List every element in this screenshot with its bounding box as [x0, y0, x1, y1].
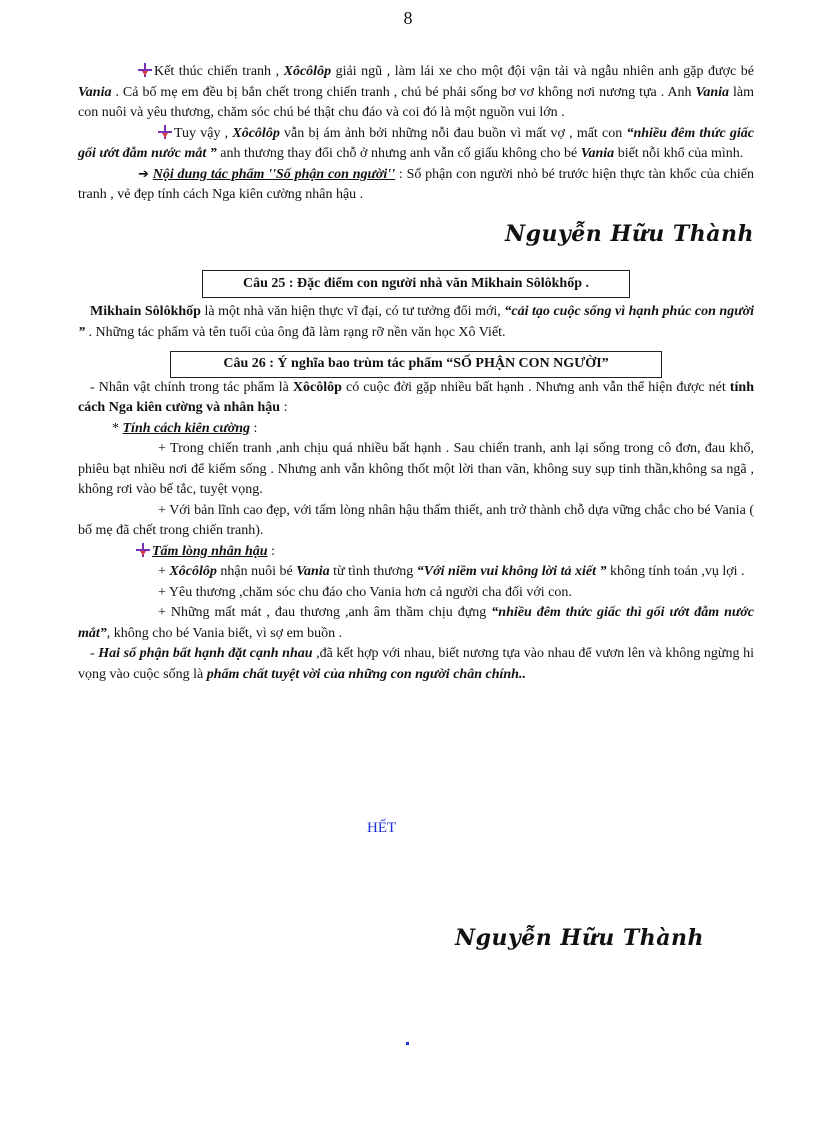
signature-bottom: Nguyễn Hữu Thành — [455, 925, 704, 951]
kindness-point-3: + Những mất mát , đau thương ,anh âm thầm chịu đựng “nhiều đêm thức giấc thì gối ướt đẫm nước mắt”, không cho bé Vania biết, vì sợ em buồn . — [78, 605, 754, 641]
steadfast-point-2: + Với bản lĩnh cao đẹp, với tấm lòng nhân hậu thấm thiết, anh trở thành chỗ dựa vững chắc cho bé Vania ( bố mẹ đã chết trong chiến tranh). — [78, 502, 754, 538]
end-marker: HẾT — [367, 820, 397, 836]
kindness-point-1: + Xôcôlôp nhận nuôi bé Vania từ tình thương “Với niềm vui không lời tả xiết ” không tính toán ,vụ lợi . — [158, 564, 745, 579]
document-body — [78, 62, 754, 685]
arrow-right-icon: ➔ — [138, 166, 149, 182]
paragraph-summary: ➔ Nội dung tác phẩm ''Số phận con người'' : Số phận con người nhỏ bé trước hiện thực tàn khốc của chiến tranh , vẻ đẹp tính cách Nga kiên cường nhân hậu . — [78, 166, 754, 202]
paragraph-end-of-war: Kết thúc chiến tranh , Xôcôlôp giải ngũ , làm lái xe cho một đội vận tải và ngẫu nhiên anh gặp được bé Vania . Cả bố mẹ em đều bị bắn chết trong chiến tranh , chú bé phải sống bơ vơ không nơi nương tựa . Anh Vania làm con nuôi và yêu thương, chăm sóc chú bé thật chu đáo và coi đó là một nguồn vui lớn . — [78, 64, 754, 120]
pin-bullet-icon — [136, 543, 150, 557]
pin-bullet-icon — [158, 125, 172, 139]
heading-kindness: Tấm lòng nhân hậu : — [78, 542, 754, 563]
pin-bullet-icon — [138, 63, 152, 77]
question-25-heading: Câu 25 : Đặc điểm con người nhà văn Mikhain Sôlôkhốp . — [202, 270, 630, 299]
steadfast-point-1: + Trong chiến tranh ,anh chịu quá nhiều bất hạnh . Sau chiến tranh, anh lại sống trong cô đơn, đau khổ, phiêu bạt nhiều nơi để kiếm sống . Nhưng anh vẫn không thốt một lời than vãn, không suy sụp tinh thần,không sa ngã , không rơi vào bế tắc, tuyệt vọng. — [78, 441, 754, 497]
question-26-intro: - Nhân vật chính trong tác phẩm là Xôcôlôp có cuộc đời gặp nhiều bất hạnh . Nhưng anh vẫn thể hiện được nét tính cách Nga kiên cường và nhân hậu : — [78, 379, 754, 415]
conclusion: - Hai số phận bất hạnh đặt cạnh nhau ,đã kết hợp với nhau, biết nương tựa vào nhau để vươn lên và không ngừng hi vọng vào cuộc sống là phẩm chất tuyệt vời của những con người chân chính.. — [78, 646, 754, 682]
paragraph-grief: Tuy vậy , Xôcôlôp vẫn bị ám ảnh bởi những nỗi đau buồn vì mất vợ , mất con “nhiều đêm thức giấc gối ướt đẫm nước mắt ” anh thương thay đổi chỗ ở nhưng anh vẫn cố giấu không cho bé Vania biết nỗi khổ của mình. — [78, 125, 754, 161]
page-number: 8 — [403, 8, 413, 28]
signature-top: Nguyễn Hữu Thành — [505, 220, 754, 247]
question-25-answer: Mikhain Sôlôkhốp là một nhà văn hiện thực vĩ đại, có tư tưởng đổi mới, “cải tạo cuộc sống vì hạnh phúc con người ” . Những tác phẩm và tên tuổi của ông đã làm rạng rỡ nền văn học Xô Viết. — [78, 304, 755, 340]
question-26-heading: Câu 26 : Ý nghĩa bao trùm tác phẩm “SỐ PHẬN CON NGƯỜI” — [170, 351, 662, 378]
heading-steadfast: * Tính cách kiên cường : — [112, 420, 258, 436]
stray-dot — [406, 1042, 409, 1045]
kindness-point-2: + Yêu thương ,chăm sóc chu đáo cho Vania hơn cả người cha đối với con. — [158, 584, 572, 600]
